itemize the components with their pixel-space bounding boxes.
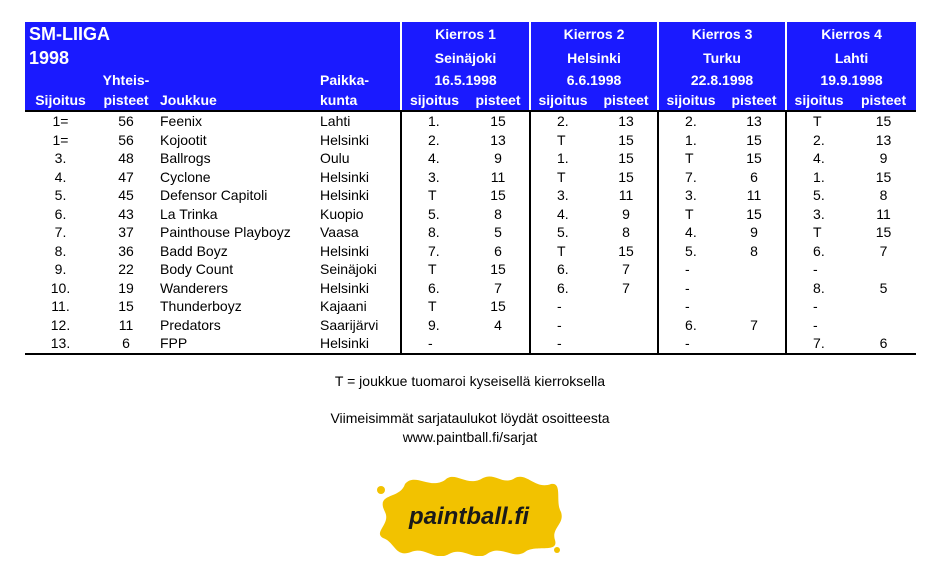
city-cell: Seinäjoki	[320, 261, 377, 277]
table-row	[25, 168, 916, 187]
round-4-sub-points: pisteet	[851, 90, 916, 111]
round-3-position-cell: -	[658, 334, 723, 354]
round-1-points-cell: 11	[490, 168, 506, 185]
round-4-sub-position: sijoitus	[786, 90, 851, 111]
round-4-position-cell: 3.	[786, 205, 851, 224]
city-cell: Lahti	[320, 113, 351, 129]
round-2-points-cell: 13	[618, 113, 634, 129]
round-3-points-cell: 11	[746, 187, 762, 203]
round-3-points-cell	[723, 260, 786, 279]
round-2-position-cell: T	[530, 168, 595, 187]
round-4-points-cell: 8	[879, 187, 888, 203]
city-cell: Kajaani	[320, 298, 367, 314]
round-2-points-cell: 9	[622, 205, 630, 222]
table-row	[25, 111, 916, 131]
round-2-position-cell: T	[530, 131, 595, 150]
round-1-points-cell	[467, 334, 530, 354]
round-1-points-cell: 15	[490, 298, 506, 314]
round-1-points-cell: 15	[490, 113, 506, 129]
table-row	[25, 205, 916, 224]
round-1-position-cell: 3.	[401, 168, 467, 187]
round-3-sub-position: sijoitus	[658, 90, 723, 111]
round-2-city: Helsinki	[530, 47, 658, 70]
round-1-sub-position: sijoitus	[401, 90, 467, 111]
round-1-name: Kierros 1	[401, 22, 530, 47]
total-points-cell: 47	[118, 168, 134, 185]
round-3-position-cell: 1.	[658, 131, 723, 150]
position-cell: 6.	[54, 205, 67, 222]
round-4-points-cell: 15	[875, 113, 892, 129]
league-title: SM-LIIGA	[25, 22, 401, 47]
round-3-points-cell: 15	[746, 205, 762, 222]
table-row	[25, 186, 916, 205]
position-cell: 7.	[54, 224, 67, 240]
position-cell: 5.	[54, 187, 67, 203]
position-cell: 1=	[52, 131, 69, 148]
standings-rows	[25, 111, 916, 354]
team-cell: La Trinka	[160, 205, 218, 222]
city-cell: Kuopio	[320, 205, 364, 222]
round-4-points-cell: 6	[851, 334, 916, 354]
round-4-position-cell: 1.	[786, 168, 851, 187]
round-2-position-cell: 4.	[530, 205, 595, 224]
round-2-points-cell: 8	[622, 224, 630, 240]
round-1-position-cell: 6.	[401, 279, 467, 298]
round-1-points-cell: 9	[494, 150, 502, 166]
paintball-logo	[375, 472, 563, 556]
round-2-points-cell: 7	[622, 279, 630, 296]
round-2-points-cell: 15	[618, 242, 634, 259]
round-4-points-cell: 11	[876, 205, 891, 222]
round-3-position-cell: 2.	[658, 111, 723, 131]
total-points-cell: 15	[118, 298, 134, 314]
round-3-position-cell: -	[658, 260, 723, 279]
round-2-sub-points: pisteet	[595, 90, 658, 111]
round-1-points-cell: 8	[494, 205, 502, 222]
team-cell: Predators	[160, 316, 221, 333]
round-4-position-cell: T	[786, 223, 851, 242]
round-2-points-cell: 15	[618, 150, 634, 166]
round-4-position-cell: 8.	[786, 279, 851, 298]
round-3-position-cell: T	[658, 149, 723, 168]
round-4-points-cell: 9	[879, 150, 888, 166]
city-cell: Oulu	[320, 150, 350, 166]
round-1-sub-points: pisteet	[467, 90, 530, 111]
round-2-points-cell	[595, 297, 658, 316]
round-3-points-cell: 9	[750, 224, 758, 240]
total-points-cell: 22	[118, 261, 134, 277]
round-1-position-cell: T	[401, 186, 467, 205]
round-1-points-cell: 6	[494, 242, 502, 259]
round-3-position-cell: 3.	[658, 186, 723, 205]
round-1-points-cell: 7	[494, 279, 502, 296]
round-1-date: 16.5.1998	[401, 70, 530, 90]
team-cell: Thunderboyz	[160, 298, 242, 314]
round-2-points-cell: 15	[618, 131, 634, 148]
round-1-points-cell: 5	[494, 224, 502, 240]
round-2-sub-position: sijoitus	[530, 90, 595, 111]
round-4-points-cell	[851, 260, 916, 279]
city-cell: Helsinki	[320, 131, 370, 148]
position-cell: 13.	[25, 334, 96, 354]
round-3-points-cell: 15	[746, 131, 762, 148]
header-city-top: Paikka-	[316, 70, 401, 90]
round-3-points-cell	[723, 279, 786, 298]
standings-table	[25, 22, 916, 355]
position-cell: 8.	[54, 242, 67, 259]
round-4-points-cell	[851, 297, 916, 316]
round-3-position-cell: -	[658, 279, 723, 298]
team-cell: Cyclone	[160, 168, 211, 185]
season-year: 1998	[25, 47, 401, 70]
team-cell: Badd Boyz	[160, 242, 228, 259]
round-4-name: Kierros 4	[786, 22, 916, 47]
round-4-points-cell	[851, 316, 916, 335]
round-4-points-cell: 5	[879, 279, 888, 296]
position-cell: 11.	[51, 298, 70, 314]
round-1-position-cell: 1.	[401, 111, 467, 131]
round-4-position-cell: 2.	[786, 131, 851, 150]
round-3-points-cell	[723, 297, 786, 316]
round-2-position-cell: -	[530, 334, 595, 354]
team-cell: Body Count	[160, 261, 234, 277]
team-cell: FPP	[156, 334, 316, 354]
footnote: T = joukkue tuomaroi kyseisellä kierroksella	[334, 373, 606, 389]
header-position: Sijoitus	[25, 90, 96, 111]
round-4-date: 19.9.1998	[786, 70, 916, 90]
city-cell: Helsinki	[320, 168, 370, 185]
round-3-position-cell: 5.	[658, 242, 723, 261]
round-4-points-cell: 7	[879, 242, 888, 259]
round-2-name: Kierros 2	[530, 22, 658, 47]
position-cell: 1=	[52, 113, 69, 129]
header-city-bottom: kunta	[316, 90, 401, 111]
round-3-position-cell: 4.	[658, 223, 723, 242]
info-line: Viimeisimmät sarjataulukot löydät osoitteesta	[330, 410, 610, 426]
round-1-city: Seinäjoki	[401, 47, 530, 70]
round-1-position-cell: T	[401, 260, 467, 279]
city-cell: Helsinki	[320, 187, 370, 203]
total-points-cell: 43	[118, 205, 134, 222]
round-3-points-cell: 8	[750, 242, 758, 259]
logo-text: paintball.fi	[409, 503, 529, 530]
city-cell: Helsinki	[320, 279, 370, 296]
round-1-points-cell: 15	[490, 187, 506, 203]
round-3-position-cell: -	[658, 297, 723, 316]
round-1-position-cell: 9.	[401, 316, 467, 335]
position-cell: 4.	[54, 168, 67, 185]
round-1-position-cell: -	[401, 334, 467, 354]
round-4-points-cell: 15	[875, 224, 892, 240]
round-3-points-cell: 15	[746, 150, 762, 166]
round-3-points-cell: 13	[746, 113, 762, 129]
round-1-points-cell: 4	[494, 316, 502, 333]
round-4-position-cell: 5.	[786, 186, 851, 205]
round-3-points-cell: 6	[750, 168, 758, 185]
round-1-points-cell: 15	[490, 261, 506, 277]
round-3-position-cell: 7.	[658, 168, 723, 187]
round-3-name: Kierros 3	[658, 22, 786, 47]
position-cell: 3.	[54, 150, 67, 166]
table-row	[25, 131, 916, 150]
round-1-position-cell: 7.	[401, 242, 467, 261]
total-points-cell: 48	[118, 150, 134, 166]
round-2-position-cell: 5.	[530, 223, 595, 242]
round-4-points-cell: 13	[875, 131, 892, 148]
round-2-points-cell	[595, 316, 658, 335]
total-points-cell: 19	[118, 279, 134, 296]
header-total-bottom: pisteet	[96, 90, 156, 111]
table-row	[25, 279, 916, 298]
team-cell: Defensor Capitoli	[160, 187, 268, 203]
round-3-points-cell	[723, 334, 786, 354]
city-cell: Helsinki	[316, 334, 401, 354]
round-2-position-cell: 6.	[530, 279, 595, 298]
round-2-points-cell: 11	[618, 187, 634, 203]
table-row	[25, 260, 916, 279]
round-2-position-cell: 2.	[530, 111, 595, 131]
round-2-position-cell: T	[530, 242, 595, 261]
table-row	[25, 242, 916, 261]
table-row	[25, 297, 916, 316]
table-row	[25, 334, 916, 354]
team-cell: Painthouse Playboyz	[160, 224, 291, 240]
total-points-cell: 6	[96, 334, 156, 354]
total-points-cell: 37	[118, 224, 134, 240]
team-cell: Kojootit	[160, 131, 207, 148]
round-4-position-cell: 7.	[786, 334, 851, 354]
round-1-points-cell: 13	[490, 131, 506, 148]
round-1-position-cell: T	[401, 297, 467, 316]
table-row	[25, 223, 916, 242]
round-4-position-cell: 4.	[786, 149, 851, 168]
round-3-sub-points: pisteet	[723, 90, 786, 111]
round-1-position-cell: 2.	[401, 131, 467, 150]
team-cell: Ballrogs	[160, 150, 211, 166]
header-total-top: Yhteis-	[96, 70, 156, 90]
round-4-position-cell: -	[786, 260, 851, 279]
team-cell: Wanderers	[160, 279, 228, 296]
round-3-points-cell: 7	[750, 316, 758, 333]
round-2-date: 6.6.1998	[530, 70, 658, 90]
table-row	[25, 149, 916, 168]
round-1-position-cell: 4.	[401, 149, 467, 168]
round-4-position-cell: -	[786, 316, 851, 335]
paint-splat-icon	[375, 472, 563, 556]
round-3-city: Turku	[658, 47, 786, 70]
round-4-position-cell: -	[786, 297, 851, 316]
info-url: www.paintball.fi/sarjat	[402, 429, 538, 445]
table-row	[25, 316, 916, 335]
round-4-city: Lahti	[786, 47, 916, 70]
position-cell: 12.	[50, 316, 71, 333]
team-cell: Feenix	[160, 113, 203, 129]
position-cell: 10.	[50, 279, 71, 296]
round-1-position-cell: 5.	[401, 205, 467, 224]
round-2-position-cell: 1.	[530, 149, 595, 168]
city-cell: Saarijärvi	[320, 316, 379, 333]
round-4-position-cell: 6.	[786, 242, 851, 261]
round-2-position-cell: -	[530, 297, 595, 316]
city-cell: Vaasa	[320, 224, 359, 240]
round-4-position-cell: T	[786, 111, 851, 131]
round-2-points-cell: 7	[622, 261, 630, 277]
round-3-position-cell: T	[658, 205, 723, 224]
header-team: Joukkue	[156, 90, 316, 111]
round-2-points-cell	[595, 334, 658, 354]
round-2-points-cell: 15	[618, 168, 634, 185]
total-points-cell: 45	[118, 187, 134, 203]
total-points-cell: 56	[118, 131, 134, 148]
total-points-cell: 11	[118, 316, 134, 333]
position-cell: 9.	[54, 261, 67, 277]
round-3-position-cell: 6.	[658, 316, 723, 335]
city-cell: Helsinki	[320, 242, 370, 259]
total-points-cell: 36	[118, 242, 134, 259]
round-4-points-cell: 15	[875, 168, 892, 185]
total-points-cell: 56	[118, 113, 134, 129]
round-2-position-cell: 6.	[530, 260, 595, 279]
round-2-position-cell: 3.	[530, 186, 595, 205]
round-3-date: 22.8.1998	[658, 70, 786, 90]
round-2-position-cell: -	[530, 316, 595, 335]
round-1-position-cell: 8.	[401, 223, 467, 242]
